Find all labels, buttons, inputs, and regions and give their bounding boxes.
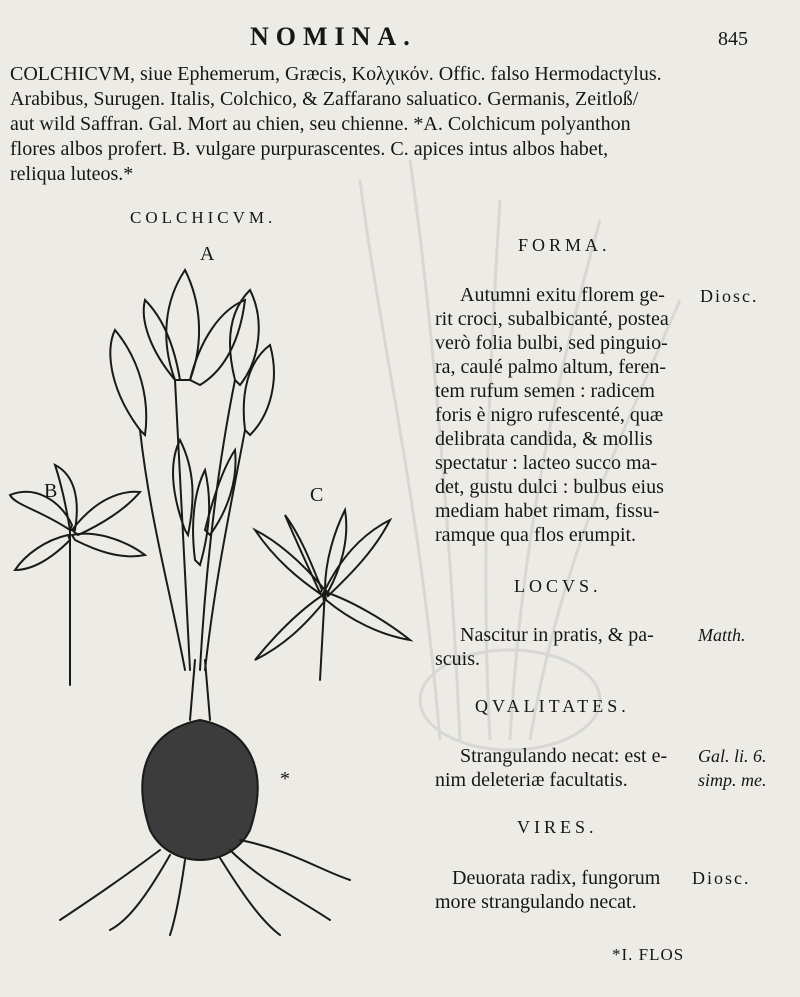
locus-line: Nascitur in pratis, & pa- xyxy=(460,624,654,646)
forma-line: ra, caulé palmo altum, feren- xyxy=(435,356,666,378)
vires-line: more strangulando necat. xyxy=(435,891,637,913)
figure-caption: COLCHICVM. xyxy=(130,208,277,227)
page-title: NOMINA. xyxy=(250,22,417,51)
page-number: 845 xyxy=(718,28,748,50)
locus-line: scuis. xyxy=(435,648,480,670)
forma-line: verò folia bulbi, sed pinguio- xyxy=(435,332,668,354)
nomina-line-4: flores albos profert. B. vulgare purpurascentes. C. apices intus albos habet, xyxy=(10,138,609,160)
forma-line: Autumni exitu florem ge- xyxy=(460,284,665,306)
figure-label-b: B xyxy=(44,480,58,502)
forma-line: spectatur : lacteo succo ma- xyxy=(435,452,658,474)
forma-line: rit croci, subalbicanté, postea xyxy=(435,308,669,330)
forma-line: foris è nigro rufescenté, quæ xyxy=(435,404,664,426)
qualitates-line: Strangulando necat: est e- xyxy=(460,745,668,767)
margin-note-locus: Matth. xyxy=(698,625,746,645)
section-heading-qualitates: QVALITATES. xyxy=(475,696,630,716)
margin-note-qualitates-1: Gal. li. 6. xyxy=(698,746,767,766)
vires-line: Deuorata radix, fungorum xyxy=(452,867,661,889)
qualitates-line: nim deleteriæ facultatis. xyxy=(435,769,628,791)
margin-note-forma: Diosc. xyxy=(700,286,759,306)
figure-label-c: C xyxy=(310,484,324,506)
section-heading-locus: LOCVS. xyxy=(514,576,602,596)
forma-line: ramque qua flos erumpit. xyxy=(435,524,637,546)
forma-line: det, gustu dulci : bulbus eius xyxy=(435,476,664,498)
colchicum-woodcut-illustration xyxy=(0,230,440,940)
nomina-line-3: aut wild Saffran. Gal. Mort au chien, seu chienne. *A. Colchicum polyanthon xyxy=(10,113,631,135)
forma-line: mediam habet rimam, fissu- xyxy=(435,500,660,522)
figure-label-a: A xyxy=(200,243,215,265)
section-heading-forma: FORMA. xyxy=(518,235,611,255)
nomina-line-2: Arabibus, Surugen. Italis, Colchico, & Zaffarano saluatico. Germanis, Zeitloß/ xyxy=(10,88,639,110)
margin-note-qualitates-2: simp. me. xyxy=(698,770,767,790)
forma-line: tem rufum semen : radicem xyxy=(435,380,655,402)
nomina-line-5: reliqua luteos.* xyxy=(10,163,134,185)
figure-label-star: * xyxy=(280,768,290,790)
catchword: *I. FLOS xyxy=(612,945,685,964)
margin-note-vires: Diosc. xyxy=(692,868,751,888)
forma-line: delibrata candida, & mollis xyxy=(435,428,653,450)
section-heading-vires: VIRES. xyxy=(517,817,598,837)
nomina-line-1: COLCHICVM, siue Ephemerum, Græcis, Κολχικόν. Offic. falso Hermodactylus. xyxy=(10,63,662,85)
